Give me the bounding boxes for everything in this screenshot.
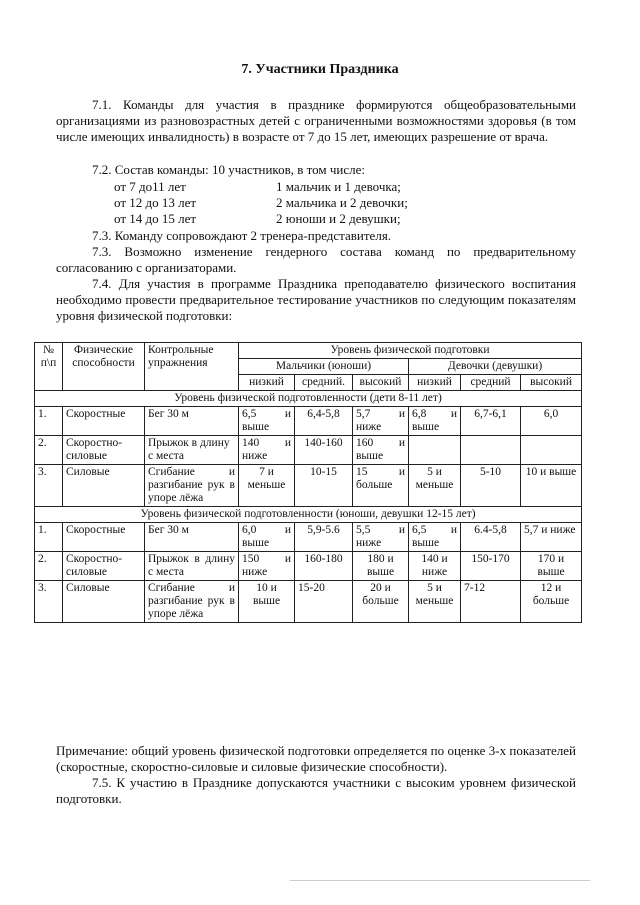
composition-age-1: от 7 до11 лет: [114, 179, 186, 194]
cell-value: 5,9-5.6: [295, 523, 353, 552]
row-ability: Скоростно-силовые: [63, 552, 145, 581]
cell-value: 6,7-6,1: [461, 407, 521, 436]
row-number: 1.: [35, 523, 63, 552]
cell-value: 5,7 и ниже: [353, 407, 409, 436]
composition-count-1: 1 мальчик и 1 девочка;: [276, 179, 401, 194]
paragraph-7-3: 7.3. Команду сопровождают 2 тренера-представителя.: [92, 228, 392, 243]
row-ability: Скоростные: [63, 407, 145, 436]
row-exercise: Бег 30 м: [145, 407, 239, 436]
header-girls: Девочки (девушки): [409, 359, 582, 375]
header-ability: Физические способности: [63, 343, 145, 391]
paragraph-7-1: 7.1. Команды для участия в празднике формируются общеобразовательными организациями из разновозрастных детей с ограниченными возможностями здоровья (в том числе имеющих инвалидность) в возрасте от 7 до 15 лет, имеющих разрешение от врача.: [56, 97, 576, 144]
row-exercise: Прыжок в длину с места: [145, 552, 239, 581]
composition-age-3: от 14 до 15 лет: [114, 211, 197, 226]
cell-value: 160-180: [295, 552, 353, 581]
cell-value: [521, 436, 582, 465]
cell-value: 10-15: [295, 465, 353, 507]
table-row: [35, 552, 582, 581]
cell-value: 150 и ниже: [239, 552, 295, 581]
section-header-12-15: Уровень физической подготовленности (юноши, девушки 12-15 лет): [35, 507, 582, 523]
row-number: 3.: [35, 465, 63, 507]
row-exercise: Сгибание и разгибание рук в упоре лёжа: [145, 465, 239, 507]
cell-value: 10 и выше: [521, 465, 582, 507]
divider: [290, 880, 590, 881]
fitness-table: [34, 342, 582, 623]
row-number: 2.: [35, 436, 63, 465]
paragraph-7-5: 7.5. К участию в Празднике допускаются участники с высоким уровнем физической подготовки.: [56, 775, 576, 806]
cell-value: 160 и выше: [353, 436, 409, 465]
cell-value: [461, 436, 521, 465]
cell-value: 20 и больше: [353, 581, 409, 623]
cell-value: 6.4-5,8: [461, 523, 521, 552]
header-level: Уровень физической подготовки: [239, 343, 582, 359]
table-row: [35, 581, 582, 623]
paragraph-7-4: 7.4. Для участия в программе Праздника преподавателю физического воспитания необходимо провести предварительное тестирование участников по следующим показателям уровня физической подготовки:: [56, 276, 576, 323]
row-number: 3.: [35, 581, 63, 623]
header-level-high-boys: высокий: [353, 375, 409, 391]
cell-value: 180 и выше: [353, 552, 409, 581]
table-row: [35, 436, 582, 465]
row-ability: Силовые: [63, 465, 145, 507]
cell-value: 7 и меньше: [239, 465, 295, 507]
header-level-low-boys: низкий: [239, 375, 295, 391]
cell-value: 6,0: [521, 407, 582, 436]
cell-value: 7-12: [461, 581, 521, 623]
cell-value: 140 и ниже: [409, 552, 461, 581]
cell-value: 15 и больше: [353, 465, 409, 507]
note: Примечание: общий уровень физической подготовки определяется по оценке 3-х показателей (скоростные, скоростно-силовые и силовые физические способности).: [56, 743, 576, 774]
table-row: [35, 465, 582, 507]
row-exercise: Бег 30 м: [145, 523, 239, 552]
cell-value: [409, 436, 461, 465]
section-header-8-11: Уровень физической подготовленности (дети 8-11 лет): [35, 391, 582, 407]
paragraph-7-3b: 7.3. Возможно изменение гендерного состава команд по предварительному согласованию с организаторами.: [56, 244, 576, 275]
cell-value: 10 и выше: [239, 581, 295, 623]
cell-value: 15-20: [295, 581, 353, 623]
cell-value: 12 и больше: [521, 581, 582, 623]
row-number: 2.: [35, 552, 63, 581]
cell-value: 6,5 и выше: [409, 523, 461, 552]
row-ability: Силовые: [63, 581, 145, 623]
row-number: 1.: [35, 407, 63, 436]
cell-value: 5,5 и ниже: [353, 523, 409, 552]
header-number: № п\п: [35, 343, 63, 391]
composition-age-2: от 12 до 13 лет: [114, 195, 197, 210]
cell-value: 5-10: [461, 465, 521, 507]
cell-value: 140-160: [295, 436, 353, 465]
cell-value: 6,5 и выше: [239, 407, 295, 436]
cell-value: 150-170: [461, 552, 521, 581]
composition-count-2: 2 мальчика и 2 девочки;: [276, 195, 408, 210]
table-row: [35, 523, 582, 552]
cell-value: 6,0 и выше: [239, 523, 295, 552]
header-boys: Мальчики (юноши): [239, 359, 409, 375]
cell-value: 5 и меньше: [409, 581, 461, 623]
header-level-mid-girls: средний: [461, 375, 521, 391]
row-ability: Скоростные: [63, 523, 145, 552]
header-level-mid-boys: средний.: [295, 375, 353, 391]
cell-value: 140 и ниже: [239, 436, 295, 465]
cell-value: 170 и выше: [521, 552, 582, 581]
section-title: 7. Участники Праздника: [241, 62, 399, 77]
header-exercise: Контрольные упражнения: [145, 343, 239, 391]
paragraph-7-2: 7.2. Состав команды: 10 участников, в том числе:: [92, 162, 365, 177]
row-exercise: Прыжок в длину с места: [145, 436, 239, 465]
composition-count-3: 2 юноши и 2 девушки;: [276, 211, 401, 226]
table-row: [35, 407, 582, 436]
row-ability: Скоростно-силовые: [63, 436, 145, 465]
header-level-low-girls: низкий: [409, 375, 461, 391]
header-level-high-girls: высокий: [521, 375, 582, 391]
cell-value: 5 и меньше: [409, 465, 461, 507]
cell-value: 6,8 и выше: [409, 407, 461, 436]
cell-value: 5,7 и ниже: [521, 523, 582, 552]
row-exercise: Сгибание и разгибание рук в упоре лёжа: [145, 581, 239, 623]
cell-value: 6,4-5,8: [295, 407, 353, 436]
